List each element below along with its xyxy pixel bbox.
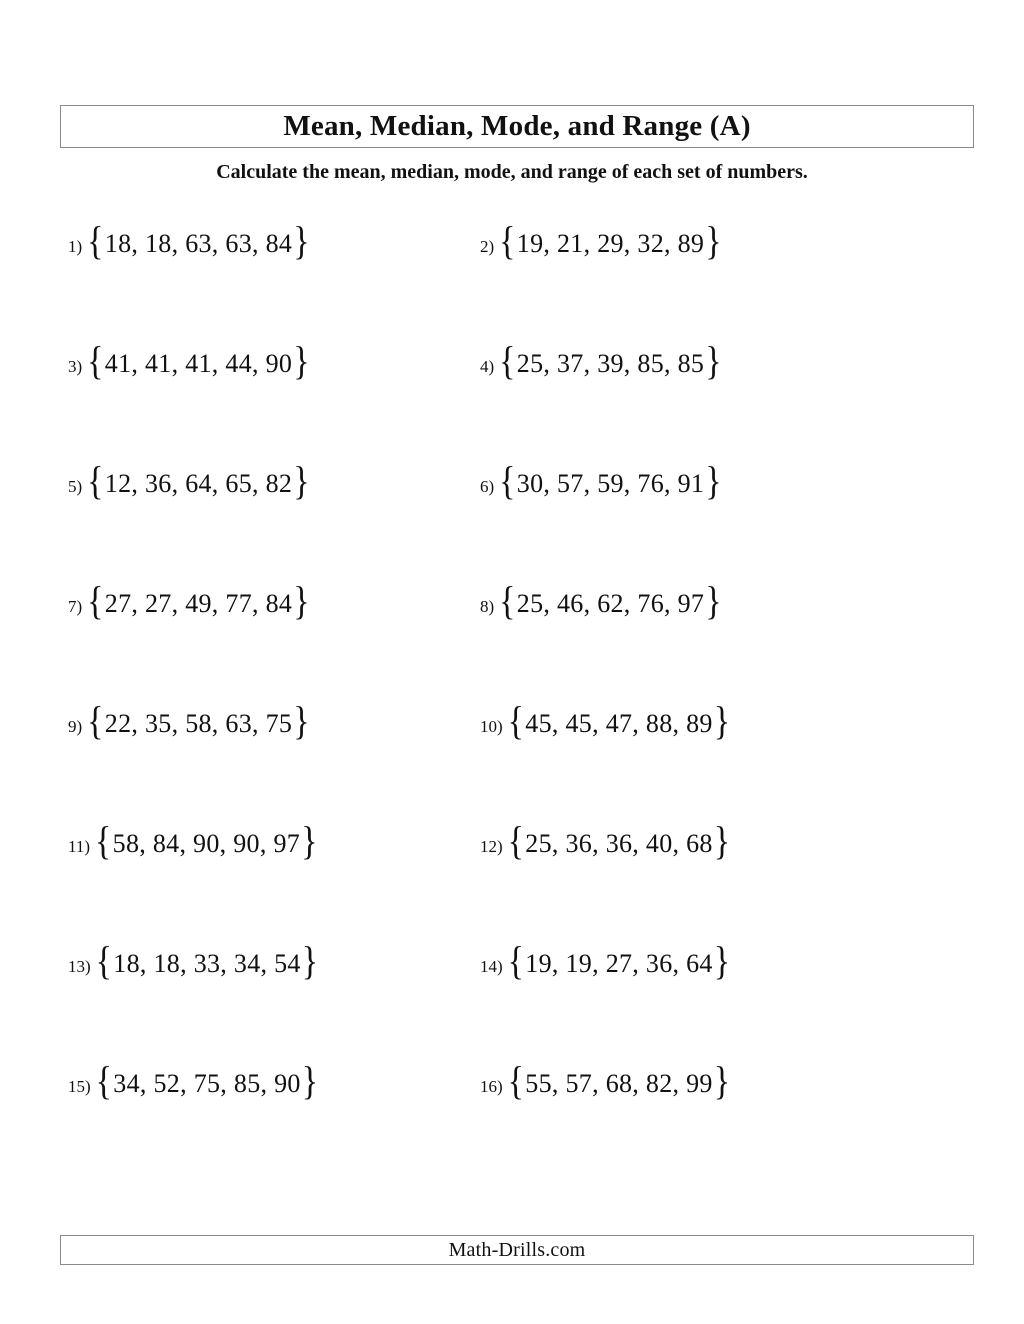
problem-number: 12) xyxy=(480,837,503,856)
open-brace: { xyxy=(95,819,112,864)
close-brace: } xyxy=(713,939,731,984)
problem-number: 8) xyxy=(480,597,495,616)
problem-number: 13) xyxy=(68,957,91,976)
title-box xyxy=(60,105,974,148)
problem-11 xyxy=(60,819,472,864)
set-values: 18, 18, 33, 34, 54 xyxy=(113,949,301,978)
close-brace: } xyxy=(293,579,310,624)
open-brace: { xyxy=(499,339,516,384)
problem-number: 15) xyxy=(68,1077,91,1096)
close-brace: } xyxy=(713,1059,731,1104)
problem-number: 14) xyxy=(480,957,503,976)
open-brace: { xyxy=(499,579,516,624)
open-brace: { xyxy=(507,699,525,744)
problem-10 xyxy=(472,699,974,744)
problem-number: 6) xyxy=(480,477,495,496)
problem-set xyxy=(87,579,310,624)
set-values: 55, 57, 68, 82, 99 xyxy=(525,1069,713,1098)
close-brace: } xyxy=(301,939,319,984)
open-brace: { xyxy=(95,939,113,984)
close-brace: } xyxy=(293,339,310,384)
problem-number: 10) xyxy=(480,717,503,736)
problem-number: 3) xyxy=(68,357,83,376)
footer-site-name: Math-Drills.com xyxy=(448,1238,586,1261)
set-values: 25, 46, 62, 76, 97 xyxy=(516,589,705,618)
open-brace: { xyxy=(95,1059,113,1104)
set-values: 58, 84, 90, 90, 97 xyxy=(112,829,301,858)
open-brace: { xyxy=(507,1059,525,1104)
open-brace: { xyxy=(507,939,525,984)
problem-set xyxy=(499,219,722,264)
set-values: 27, 27, 49, 77, 84 xyxy=(104,589,293,618)
instructions-text: Calculate the mean, median, mode, and range of each set of numbers. xyxy=(216,161,808,183)
set-values: 30, 57, 59, 76, 91 xyxy=(516,469,705,498)
problem-number: 7) xyxy=(68,597,83,616)
page-title: Mean, Median, Mode, and Range (A) xyxy=(283,110,751,142)
open-brace: { xyxy=(499,219,516,264)
close-brace: } xyxy=(713,699,731,744)
problem-8 xyxy=(472,579,974,624)
problem-9 xyxy=(60,699,472,744)
close-brace: } xyxy=(301,1059,319,1104)
close-brace: } xyxy=(705,339,722,384)
close-brace: } xyxy=(705,459,722,504)
problems-grid xyxy=(60,184,974,1144)
problem-set xyxy=(95,1059,319,1104)
problem-number: 9) xyxy=(68,717,83,736)
open-brace: { xyxy=(87,219,104,264)
set-values: 19, 21, 29, 32, 89 xyxy=(516,229,705,258)
problem-3 xyxy=(60,339,472,384)
problem-14 xyxy=(472,939,974,984)
problem-4 xyxy=(472,339,974,384)
set-values: 25, 36, 36, 40, 68 xyxy=(525,829,713,858)
open-brace: { xyxy=(499,459,516,504)
problem-set xyxy=(507,699,731,744)
close-brace: } xyxy=(705,579,722,624)
set-values: 18, 18, 63, 63, 84 xyxy=(104,229,293,258)
problem-set xyxy=(87,339,310,384)
set-values: 25, 37, 39, 85, 85 xyxy=(516,349,705,378)
problem-1 xyxy=(60,219,472,264)
problem-15 xyxy=(60,1059,472,1104)
problem-12 xyxy=(472,819,974,864)
problem-set xyxy=(499,579,722,624)
open-brace: { xyxy=(87,339,104,384)
problem-set xyxy=(95,939,319,984)
problem-set xyxy=(507,1059,731,1104)
problem-2 xyxy=(472,219,974,264)
open-brace: { xyxy=(87,699,104,744)
problem-set xyxy=(507,819,731,864)
problem-number: 5) xyxy=(68,477,83,496)
problem-set xyxy=(499,339,722,384)
open-brace: { xyxy=(87,579,104,624)
set-values: 12, 36, 64, 65, 82 xyxy=(104,469,293,498)
close-brace: } xyxy=(293,219,310,264)
problem-6 xyxy=(472,459,974,504)
close-brace: } xyxy=(705,219,722,264)
set-values: 41, 41, 41, 44, 90 xyxy=(104,349,293,378)
set-values: 19, 19, 27, 36, 64 xyxy=(525,949,713,978)
problem-7 xyxy=(60,579,472,624)
close-brace: } xyxy=(293,459,310,504)
problem-set xyxy=(507,939,731,984)
problem-set xyxy=(95,819,318,864)
close-brace: } xyxy=(293,699,310,744)
problem-set xyxy=(87,459,310,504)
footer-box xyxy=(60,1235,974,1265)
open-brace: { xyxy=(507,819,525,864)
problem-number: 4) xyxy=(480,357,495,376)
close-brace: } xyxy=(301,819,318,864)
problem-16 xyxy=(472,1059,974,1104)
problem-set xyxy=(87,699,310,744)
problem-number: 16) xyxy=(480,1077,503,1096)
problem-number: 2) xyxy=(480,237,495,256)
close-brace: } xyxy=(713,819,731,864)
set-values: 22, 35, 58, 63, 75 xyxy=(104,709,293,738)
problem-5 xyxy=(60,459,472,504)
set-values: 45, 45, 47, 88, 89 xyxy=(525,709,713,738)
problem-number: 11) xyxy=(68,837,91,856)
problem-set xyxy=(87,219,310,264)
problem-number: 1) xyxy=(68,237,83,256)
problem-set xyxy=(499,459,722,504)
problem-13 xyxy=(60,939,472,984)
open-brace: { xyxy=(87,459,104,504)
set-values: 34, 52, 75, 85, 90 xyxy=(113,1069,301,1098)
